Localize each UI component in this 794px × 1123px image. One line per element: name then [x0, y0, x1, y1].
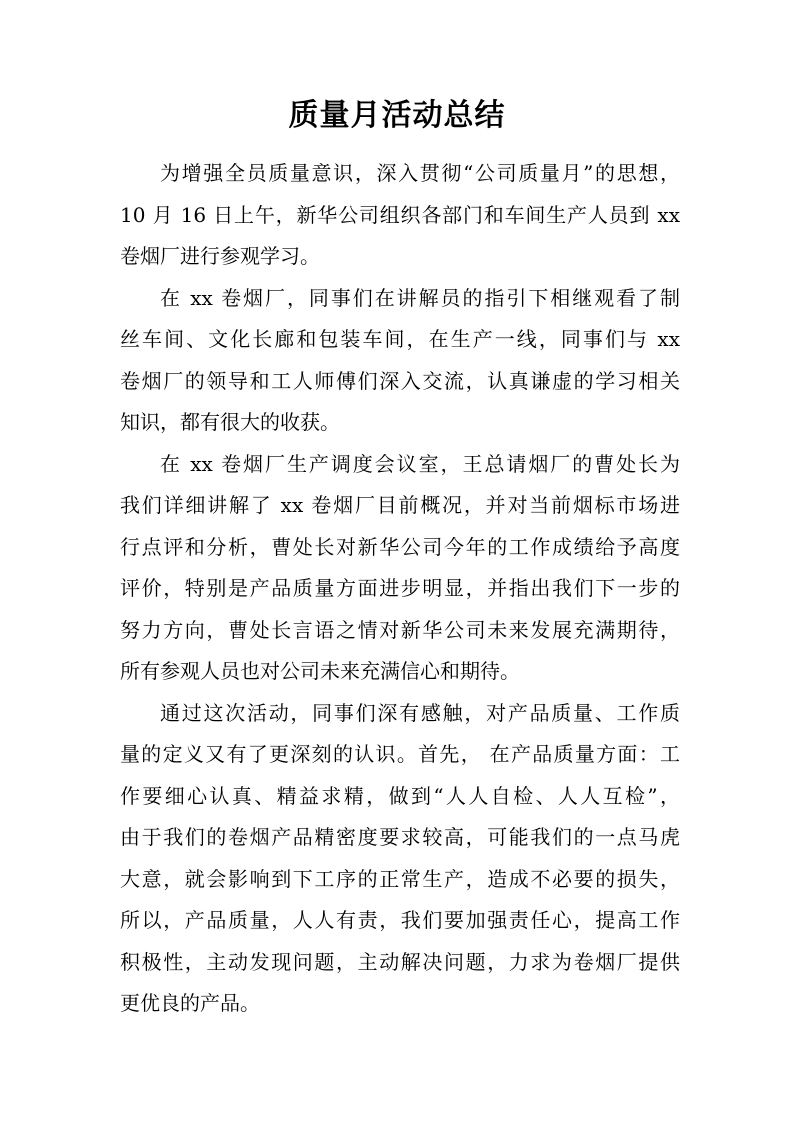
- paragraph-line: 10 月 16 日上午，新华公司组织各部门和车间生产人员到 xx: [120, 203, 680, 227]
- paragraph-line: 在 xx 卷烟厂，同事们在讲解员的指引下相继观看了制: [160, 286, 680, 310]
- paragraph-line: 卷烟厂的领导和工人师傅们深入交流，认真谦虚的学习相关: [120, 369, 680, 393]
- paragraph-line: 评价，特别是产品质量方面进步明显，并指出我们下一步的: [120, 576, 680, 600]
- paragraph-line: 由于我们的卷烟产品精密度要求较高，可能我们的一点马虎: [120, 825, 680, 849]
- paragraph-line: 作要细心认真、精益求精，做到“人人自检、人人互检”，: [120, 784, 680, 808]
- paragraph-line: 丝车间、文化长廊和包装车间，在生产一线，同事们与 xx: [120, 327, 680, 351]
- paragraph-line: 为增强全员质量意识，深入贯彻“公司质量月”的思想，: [160, 161, 680, 185]
- paragraph-line: 通过这次活动，同事们深有感触，对产品质量、工作质: [160, 701, 680, 725]
- paragraph-line: 积极性，主动发现问题，主动解决问题，力求为卷烟厂提供: [120, 950, 680, 974]
- paragraph-line: 卷烟厂进行参观学习。: [120, 244, 320, 268]
- paragraph-line: 行点评和分析，曹处长对新华公司今年的工作成绩给予高度: [120, 535, 680, 559]
- paragraph-line: 量的定义又有了更深刻的认识。首先， 在产品质量方面：工: [120, 742, 680, 766]
- paragraph-line: 所以，产品质量，人人有责，我们要加强责任心，提高工作: [120, 908, 680, 932]
- paragraph-line: 努力方向，曹处长言语之情对新华公司未来发展充满期待，: [120, 618, 680, 642]
- paragraph-line: 知识，都有很大的收获。: [120, 410, 340, 434]
- paragraph-line: 在 xx 卷烟厂生产调度会议室，王总请烟厂的曹处长为: [160, 452, 680, 476]
- document-title: 质量月活动总结: [288, 98, 506, 133]
- paragraph-line: 我们详细讲解了 xx 卷烟厂目前概况，并对当前烟标市场进: [120, 493, 680, 517]
- paragraph-line: 更优良的产品。: [120, 991, 260, 1015]
- paragraph-line: 所有参观人员也对公司未来充满信心和期待。: [120, 659, 520, 683]
- paragraph-line: 大意，就会影响到下工序的正常生产，造成不必要的损失，: [120, 867, 680, 891]
